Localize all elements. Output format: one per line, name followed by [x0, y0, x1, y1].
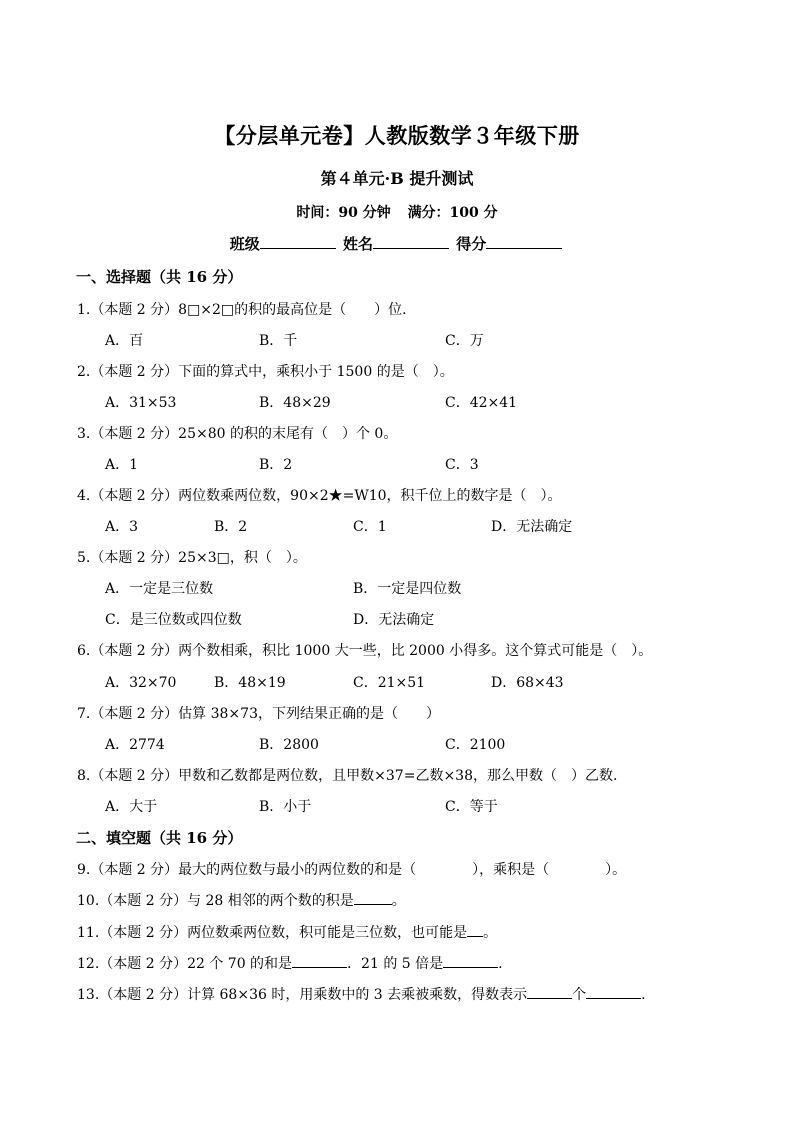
q2-option-c[interactable]: C．42×41 — [445, 395, 518, 411]
q7-option-a[interactable]: A．2774 — [105, 737, 165, 753]
page-subtitle: 第４单元·B 提升测试 — [320, 169, 474, 188]
name-blank[interactable] — [373, 234, 449, 249]
q2-option-b[interactable]: B．48×29 — [259, 395, 331, 411]
q10-text: 10.（本题 2 分）与 28 相邻的两个数的积是 — [77, 893, 354, 909]
q1-option-c[interactable]: C．万 — [445, 333, 484, 349]
exam-meta — [0, 202, 794, 222]
q6-option-b[interactable]: B．48×19 — [214, 675, 286, 691]
section-title-choice: 一、选择题（共 16 分） — [76, 268, 243, 286]
q10-blank[interactable] — [354, 891, 392, 905]
question-6: 6.（本题 2 分）两个数相乘，积比 1000 大一些，比 2000 小得多。这个算式可能是（ ）。 — [77, 643, 653, 659]
q2-option-a[interactable]: A．31×53 — [105, 395, 177, 411]
question-5: 5.（本题 2 分）25×3□，积（ ）。 — [77, 550, 307, 566]
page-title: 【分层单元卷】人教版数学３年级下册 — [214, 123, 580, 148]
name-label: 姓名 — [342, 235, 373, 253]
q8-option-a[interactable]: A．大于 — [105, 799, 158, 815]
q13-end: . — [641, 987, 646, 1003]
q8-option-c[interactable]: C．等于 — [445, 799, 498, 815]
q5-option-a[interactable]: A．一定是三位数 — [105, 581, 214, 597]
q1-option-b[interactable]: B．千 — [259, 333, 298, 349]
q7-option-c[interactable]: C．2100 — [445, 737, 506, 753]
q7-option-b[interactable]: B．2800 — [259, 737, 319, 753]
q6-option-d[interactable]: D．68×43 — [491, 675, 564, 691]
q5-option-c[interactable]: C．是三位数或四位数 — [105, 612, 242, 628]
q12-blank-1[interactable] — [292, 954, 347, 968]
question-9: 9.（本题 2 分）最大的两位数与最小的两位数的和是（ ），乘积是（ ）。 — [77, 862, 627, 878]
question-1: 1.（本题 2 分）8□×2□的积的最高位是（ ）位. — [77, 302, 407, 318]
question-12 — [77, 953, 503, 973]
class-blank[interactable] — [260, 234, 336, 249]
q4-option-b[interactable]: B．2 — [214, 519, 248, 535]
q1-option-a[interactable]: A．百 — [105, 333, 144, 349]
q3-option-a[interactable]: A．1 — [105, 457, 139, 473]
question-4: 4.（本题 2 分）两位数乘两位数，90×2★=W10，积千位上的数字是（ ）。 — [77, 488, 562, 504]
q11-end: 。 — [483, 925, 498, 941]
question-3: 3.（本题 2 分）25×80 的积的末尾有（ ）个 0。 — [77, 426, 398, 442]
q8-option-b[interactable]: B．小于 — [259, 799, 312, 815]
question-13 — [77, 984, 646, 1004]
q13-blank-2[interactable] — [586, 985, 641, 999]
q5-option-b[interactable]: B．一定是四位数 — [353, 581, 462, 597]
q4-option-c[interactable]: C．1 — [353, 519, 387, 535]
q11-blank[interactable] — [467, 923, 483, 937]
question-10 — [77, 890, 406, 910]
q3-option-c[interactable]: C．3 — [445, 457, 479, 473]
q12-text: 12.（本题 2 分）22 个 70 的和是 — [77, 956, 293, 972]
time-info: 时间：90 分钟 — [296, 205, 391, 221]
q4-option-d[interactable]: D．无法确定 — [491, 519, 573, 535]
score-info: 满分：100 分 — [407, 205, 498, 221]
q11-text: 11.（本题 2 分）两位数乘两位数，积可能是三位数，也可能是 — [77, 925, 468, 941]
section-title-fill: 二、填空题（共 16 分） — [76, 829, 243, 847]
grade-label: 得分 — [456, 235, 487, 253]
q12-mid: ．21 的 5 倍是 — [347, 956, 444, 972]
q4-option-a[interactable]: A．3 — [105, 519, 139, 535]
q3-option-b[interactable]: B．2 — [259, 457, 293, 473]
class-label: 班级 — [229, 235, 260, 253]
question-8: 8.（本题 2 分）甲数和乙数都是两位数，且甲数×37=乙数×38，那么甲数（ ）乙数. — [77, 768, 618, 784]
question-11 — [77, 922, 497, 942]
question-2: 2.（本题 2 分）下面的算式中，乘积小于 1500 的是（ ）。 — [77, 364, 454, 380]
q5-option-d[interactable]: D．无法确定 — [353, 612, 435, 628]
grade-blank[interactable] — [486, 234, 562, 249]
q13-text: 13.（本题 2 分）计算 68×36 时，用乘数中的 3 去乘被乘数，得数表示 — [77, 987, 528, 1003]
q13-mid: 个 — [572, 987, 587, 1003]
student-info-fields — [0, 233, 794, 254]
question-7: 7.（本题 2 分）估算 38×73，下列结果正确的是（ ） — [77, 706, 440, 722]
q12-blank-2[interactable] — [443, 954, 498, 968]
q6-option-a[interactable]: A．32×70 — [105, 675, 177, 691]
q6-option-c[interactable]: C．21×51 — [353, 675, 426, 691]
q13-blank-1[interactable] — [527, 985, 572, 999]
q12-end: . — [498, 956, 503, 972]
q10-end: 。 — [391, 893, 406, 909]
